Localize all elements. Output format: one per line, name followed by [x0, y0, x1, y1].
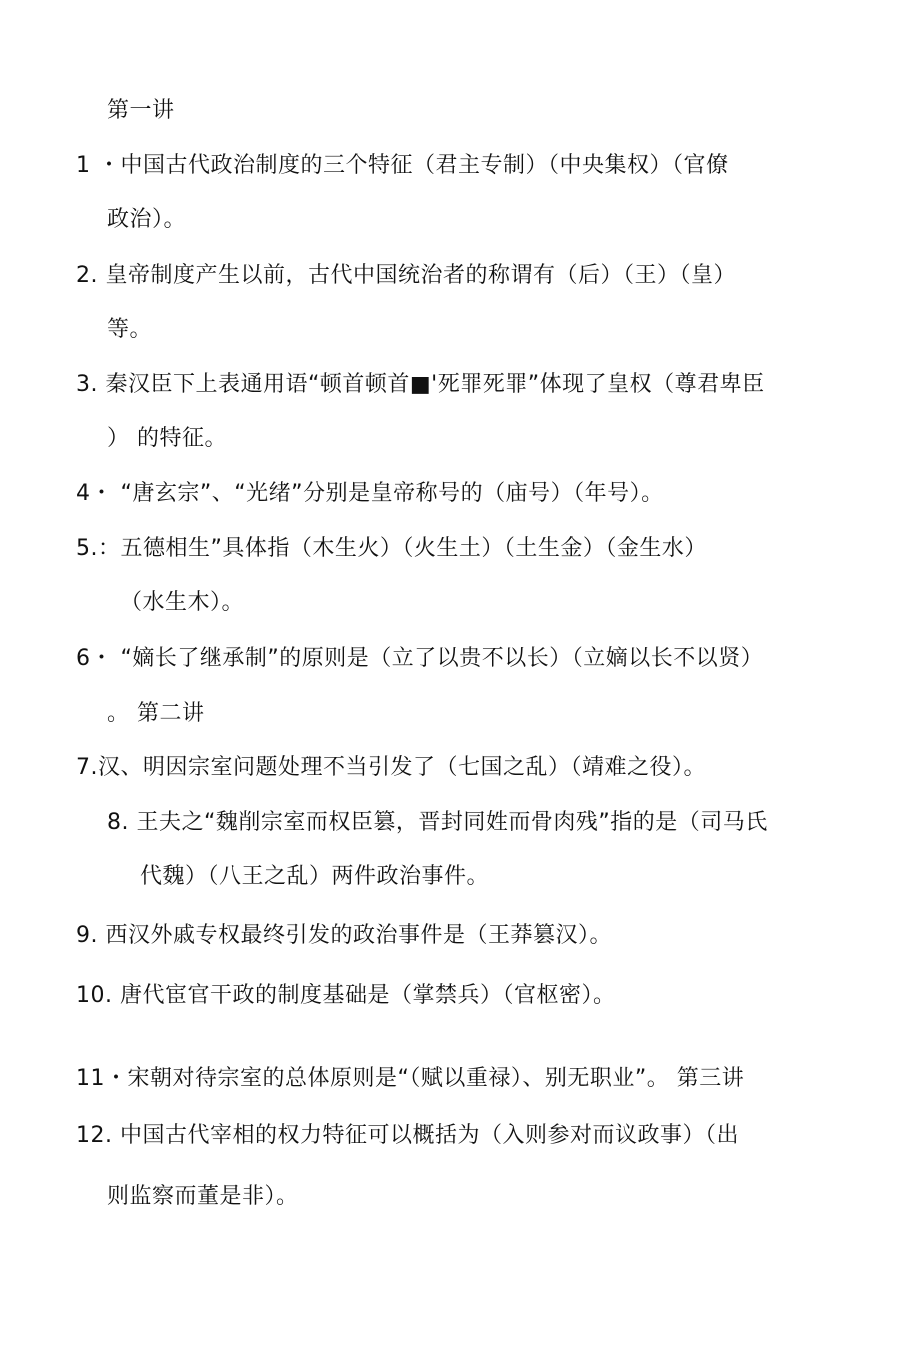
item-2-line-2: 等。 [107, 317, 153, 342]
item-9: 9. 西汉外戚专权最终引发的政治事件是（王莽篡汉）。 [76, 923, 612, 948]
item-8-line-1: 8. 王夫之“魏削宗室而权臣篡，晋封同姓而骨肉残”指的是（司马氏 [107, 810, 768, 835]
item-12-line-1: 12. 中国古代宰相的权力特征可以概括为（入则参对而议政事）（出 [76, 1123, 739, 1148]
item-1-line-1: 1 ・中国古代政治制度的三个特征（君主专制）（中央集权）（官僚 [76, 153, 729, 178]
item-5-line-1: 5.：五德相生”具体指（木生火）（火生土）（土生金）（金生水） [76, 536, 707, 561]
item-10: 10. 唐代宦官干政的制度基础是（掌禁兵）（官枢密）。 [76, 983, 616, 1008]
item-4: 4・ “唐玄宗”、“光绪”分别是皇帝称号的（庙号）（年号）。 [76, 481, 664, 506]
item-3-line-1: 3. 秦汉臣下上表通用语“顿首顿首■'死罪死罪”体现了皇权（尊君卑臣 [76, 372, 765, 397]
item-2-line-1: 2. 皇帝制度产生以前，古代中国统治者的称谓有（后）（王）（皇） [76, 263, 736, 288]
item-3-line-2: ） 的特征。 [107, 426, 227, 451]
item-8-line-2: 代魏）（八王之乱）两件政治事件。 [140, 864, 490, 889]
item-6-line-2: 。 第二讲 [107, 701, 205, 726]
item-5-line-2: （水生木）。 [120, 590, 245, 615]
item-6-line-1: 6・ “嫡长了继承制”的原则是（立了以贵不以长）（立嫡以长不以贤） [76, 646, 764, 671]
item-11: 11・宋朝对待宗室的总体原则是“（赋以重禄）、别无职业”。 第三讲 [76, 1066, 745, 1091]
item-12-line-2: 则监察而董是非）。 [107, 1184, 299, 1209]
lecture-heading-1: 第一讲 [107, 98, 175, 123]
item-1-line-2: 政治）。 [107, 207, 187, 232]
item-7: 7.汉、明因宗室问题处理不当引发了（七国之乱）（靖难之役）。 [76, 755, 706, 780]
